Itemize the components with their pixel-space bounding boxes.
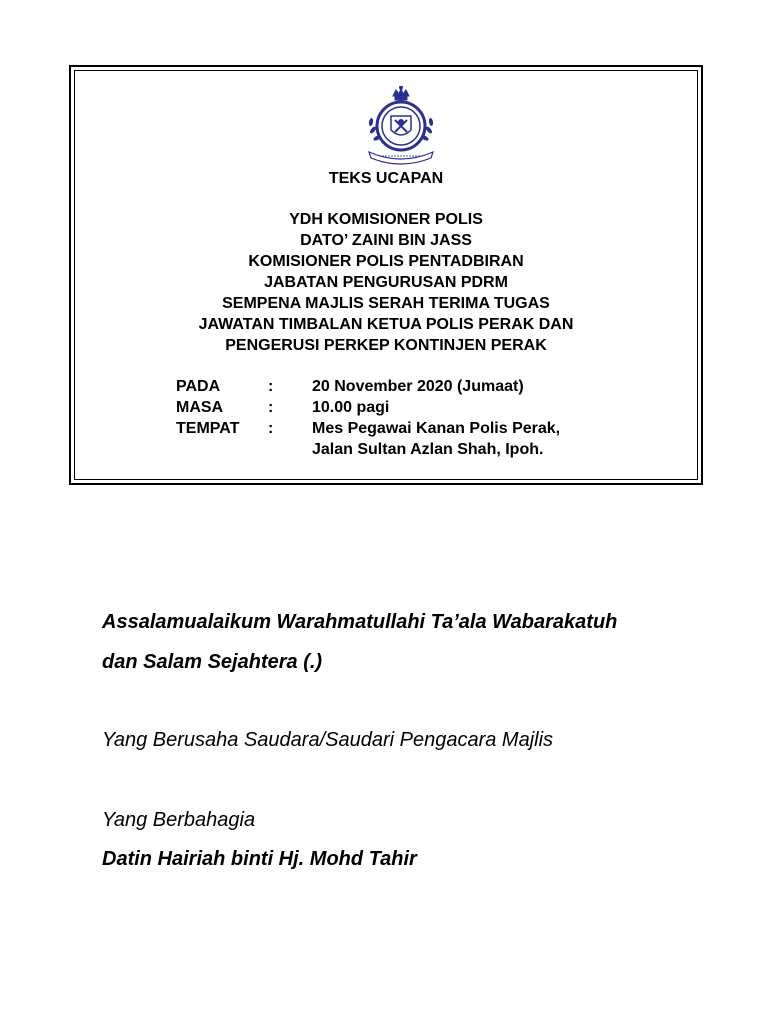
detail-value: Jalan Sultan Azlan Shah, Ipoh. xyxy=(312,441,544,458)
doc-title: TEKS UCAPAN xyxy=(328,170,444,187)
header-line: PENGERUSI PERKEP KONTINJEN PERAK xyxy=(225,337,547,354)
detail-row-time xyxy=(176,397,632,418)
greeting xyxy=(102,602,742,682)
detail-value: 20 November 2020 (Jumaat) xyxy=(312,378,524,395)
pdrm-crest-icon xyxy=(359,86,443,166)
detail-row-date xyxy=(176,376,632,397)
header-line: KOMISIONER POLIS PENTADBIRAN xyxy=(248,253,524,270)
event-details xyxy=(176,376,632,460)
header-line: JABATAN PENGURUSAN PDRM xyxy=(264,274,508,291)
emcee-salutation: Yang Berusaha Saudara/Saudari Pengacara Majlis xyxy=(102,729,554,751)
honorific-salutation: Yang Berbahagia xyxy=(102,809,256,831)
detail-key: MASA xyxy=(176,399,224,416)
header-line: YDH KOMISIONER POLIS xyxy=(289,211,483,228)
header-line: JAWATAN TIMBALAN KETUA POLIS PERAK DAN xyxy=(198,316,574,333)
detail-colon: : xyxy=(268,399,274,416)
header-line: DATO’ ZAINI BIN JASS xyxy=(300,232,472,249)
greeting-line: Assalamualaikum Warahmatullahi Ta’ala Wabarakatuh xyxy=(102,611,618,633)
detail-key: PADA xyxy=(176,378,221,395)
speech-header xyxy=(80,168,692,356)
vip-name: Datin Hairiah binti Hj. Mohd Tahir xyxy=(102,848,417,870)
detail-key: TEMPAT xyxy=(176,420,240,437)
detail-colon xyxy=(268,439,312,460)
detail-colon: : xyxy=(268,420,274,437)
detail-row-venue xyxy=(176,418,632,439)
detail-colon: : xyxy=(268,378,274,395)
detail-value: 10.00 pagi xyxy=(312,399,390,416)
header-line: SEMPENA MAJLIS SERAH TERIMA TUGAS xyxy=(222,295,550,312)
detail-row-venue-cont xyxy=(176,439,632,460)
detail-value: Mes Pegawai Kanan Polis Perak, xyxy=(312,420,561,437)
greeting-line: dan Salam Sejahtera (.) xyxy=(102,651,323,673)
detail-key xyxy=(176,439,268,460)
